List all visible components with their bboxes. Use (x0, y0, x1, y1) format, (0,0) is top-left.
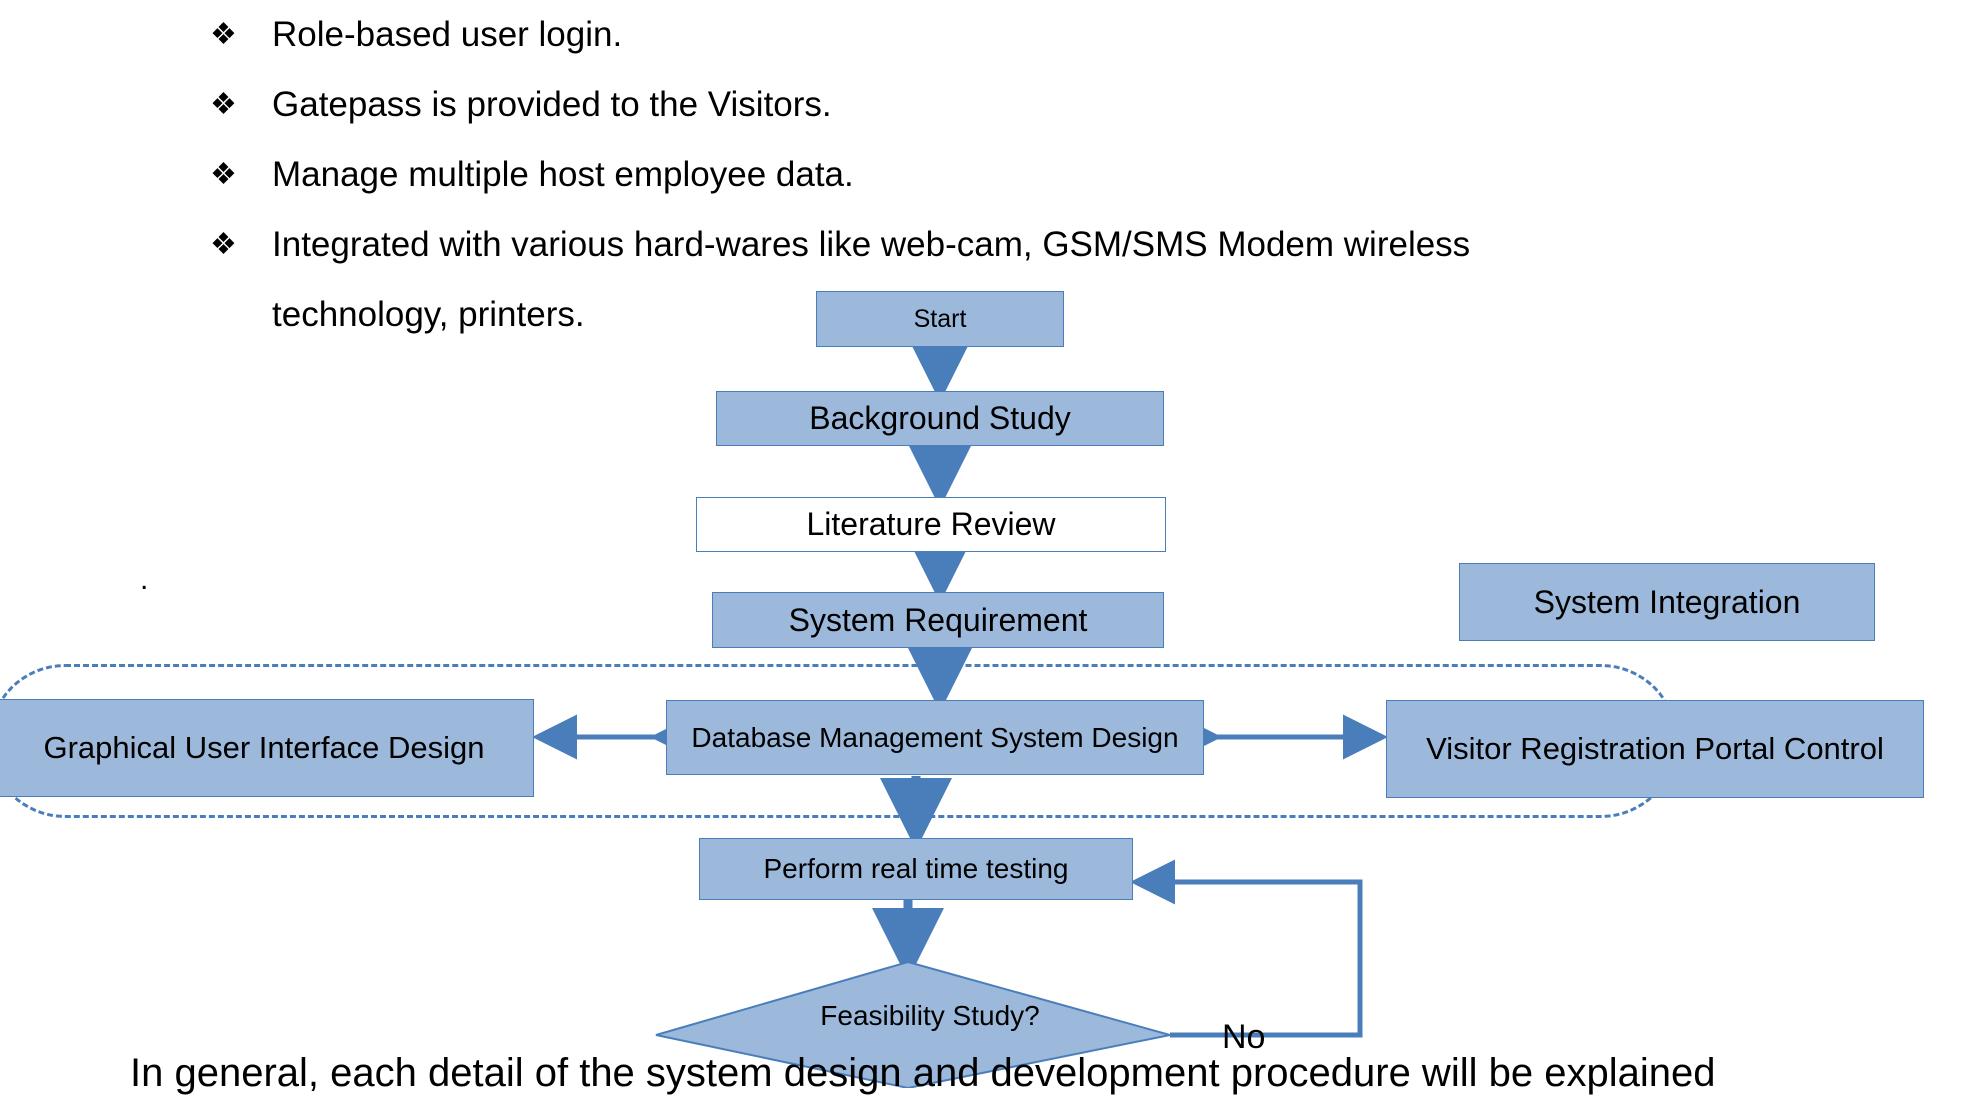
flow-node-label: System Requirement (788, 601, 1088, 638)
flow-node-system-requirement[interactable] (712, 592, 1164, 648)
flow-node-feasibility-study-label: Feasibility Study? (820, 1000, 1040, 1031)
flow-node-label: Background Study (809, 400, 1071, 436)
list-item-label: Integrated with various hard-wares like web-cam, GSM/SMS Modem wireless (272, 225, 1471, 264)
flow-node-gui-design[interactable] (0, 699, 534, 797)
flow-node-literature-review[interactable] (696, 497, 1166, 552)
list-item-label: Manage multiple host employee data. (272, 155, 854, 194)
stray-period: . (140, 563, 149, 596)
flow-node-background-study[interactable] (716, 391, 1164, 446)
flow-node-dbms-design[interactable] (666, 700, 1204, 775)
flow-node-label: Literature Review (806, 506, 1056, 542)
diamond-bullet-icon: ❖ (210, 158, 237, 191)
flow-node-system-integration[interactable] (1459, 563, 1875, 641)
flow-node-label: System Integration (1533, 583, 1801, 620)
flow-node-label: Visitor Registration Portal Control (1426, 731, 1884, 766)
edge-label-no: No (1222, 1018, 1266, 1056)
flow-node-label: Start (913, 304, 967, 333)
body-paragraph: In general, each detail of the system design and development procedure will be explained (130, 1051, 1716, 1095)
flow-node-real-time-testing[interactable] (699, 838, 1133, 900)
diamond-bullet-icon: ❖ (210, 228, 237, 261)
flow-node-visitor-registration-portal[interactable] (1386, 700, 1924, 798)
list-item-label: Role-based user login. (272, 15, 623, 54)
list-item-label-continued: technology, printers. (272, 295, 585, 334)
flow-node-label: Database Management System Design (691, 721, 1179, 753)
flow-node-label: Graphical User Interface Design (43, 730, 485, 765)
flow-node-start[interactable] (816, 291, 1064, 347)
flow-node-label: Perform real time testing (763, 853, 1069, 884)
diamond-bullet-icon: ❖ (210, 88, 237, 121)
diamond-bullet-icon: ❖ (210, 18, 237, 51)
list-item-label: Gatepass is provided to the Visitors. (272, 85, 832, 124)
